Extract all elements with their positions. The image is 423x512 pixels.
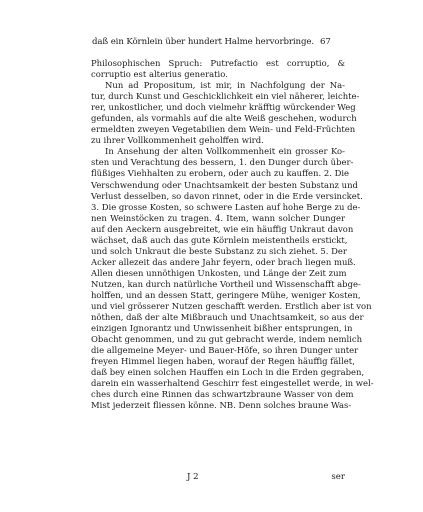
catchword: ser xyxy=(331,472,345,482)
text-line: auf den Aeckern ausgebreitet, wie ein häuffig Unkraut davon xyxy=(91,223,354,234)
text-line: daß bey einen solchen Hauffen ein Loch in die Erden gegraben, xyxy=(91,367,365,378)
text-line: zu ihrer Vollkommenheit geholffen wird. xyxy=(91,135,264,146)
body-text xyxy=(91,58,374,412)
text-line: rer, unkostlicher, und doch vielmehr kräfftig würckender Weg xyxy=(91,102,356,113)
text-line: flüßiges Viehhalten zu erobern, oder auch zu kauffen. 2. Die xyxy=(91,168,350,179)
text-line: nen Weinstöcken zu tragen. 4. Item, wann solcher Dunger xyxy=(91,212,345,223)
text-line: Philosophischen Spruch: Putrefactio est corruptio, & xyxy=(91,58,345,68)
text-line: tur, durch Kunst und Geschicklichkeit ein viel näherer, leichte- xyxy=(91,91,360,102)
text-line: Nun ad Propositum, ist mir, in Nachfolgung der Na- xyxy=(105,80,345,91)
page-number: 67 xyxy=(320,37,331,47)
text-line: die allgemeine Meyer- und Bauer-Höfe, so ihren Dunger unter xyxy=(91,345,359,356)
text-line: Obacht genommen, und zu gut gebracht werde, indem nemlich xyxy=(91,334,362,345)
text-line: gefunden, als vormahls auf die alte Weiß geschehen, wodurch xyxy=(91,113,357,124)
text-line: Acker allezeit das andere Jahr feyern, oder brach liegen muß. xyxy=(91,256,356,267)
text-line: darein ein wasserhaltend Geschirr fest eingestellet werde, in wel- xyxy=(91,378,374,389)
signature-mark: J 2 xyxy=(187,472,199,482)
text-line: nöthen, daß der alte Mißbrauch und Unachtsamkeit, so aus der xyxy=(91,312,364,323)
text-line: Allen diesen unnöthigen Unkosten, und Länge der Zeit zum xyxy=(91,267,347,278)
running-header xyxy=(92,37,340,47)
text-line: Verlust desselben, so davon rinnet, oder in die Erde versincket. xyxy=(91,190,363,201)
text-line: Verschwendung oder Unachtsamkeit der besten Substanz und xyxy=(91,179,358,190)
text-line: und solch Unkraut die beste Substanz zu sich ziehet. 5. Der xyxy=(91,245,347,256)
text-line: und viel grösserer Nutzen geschafft werden. Erstlich aber ist von xyxy=(91,301,372,312)
running-title: daß ein Körnlein über hundert Halme hervorbringe. xyxy=(92,37,315,47)
text-line: ermeldten zweyen Vegetabilien dem Wein- und Feld-Früchten xyxy=(91,124,356,135)
text-line: corruptio est alterius generatio. xyxy=(91,69,228,80)
text-line: In Ansehung der alten Vollkommenheit ein grosser Ko- xyxy=(105,146,345,157)
text-line: 3. Die grosse Kosten, so schwere Lasten auf hohe Berge zu de- xyxy=(91,201,361,212)
text-line: Mist jederzeit fliessen könne. NB. Denn solches braune Was- xyxy=(91,400,352,411)
text-line: einzigen Ignorantz und Unwissenheit bißher entsprungen, in xyxy=(91,323,353,334)
text-line: wächset, daß auch das gute Körnlein meistentheils erstickt, xyxy=(91,234,348,245)
text-line: sten und Verachtung des bessern, 1. den Dunger durch über- xyxy=(91,157,354,168)
text-line: freyen Himmel liegen haben, worauf der Regen häuffig fället, xyxy=(91,356,355,367)
text-line: holffen, und an dessen Statt, geringere Mühe, weniger Kosten, xyxy=(91,289,361,300)
text-line: Nutzen, kan durch natürliche Vortheil und Wissenschafft abge- xyxy=(91,278,361,289)
text-line: ches durch eine Rinnen das schwartzbraune Wasser von dem xyxy=(91,389,354,400)
